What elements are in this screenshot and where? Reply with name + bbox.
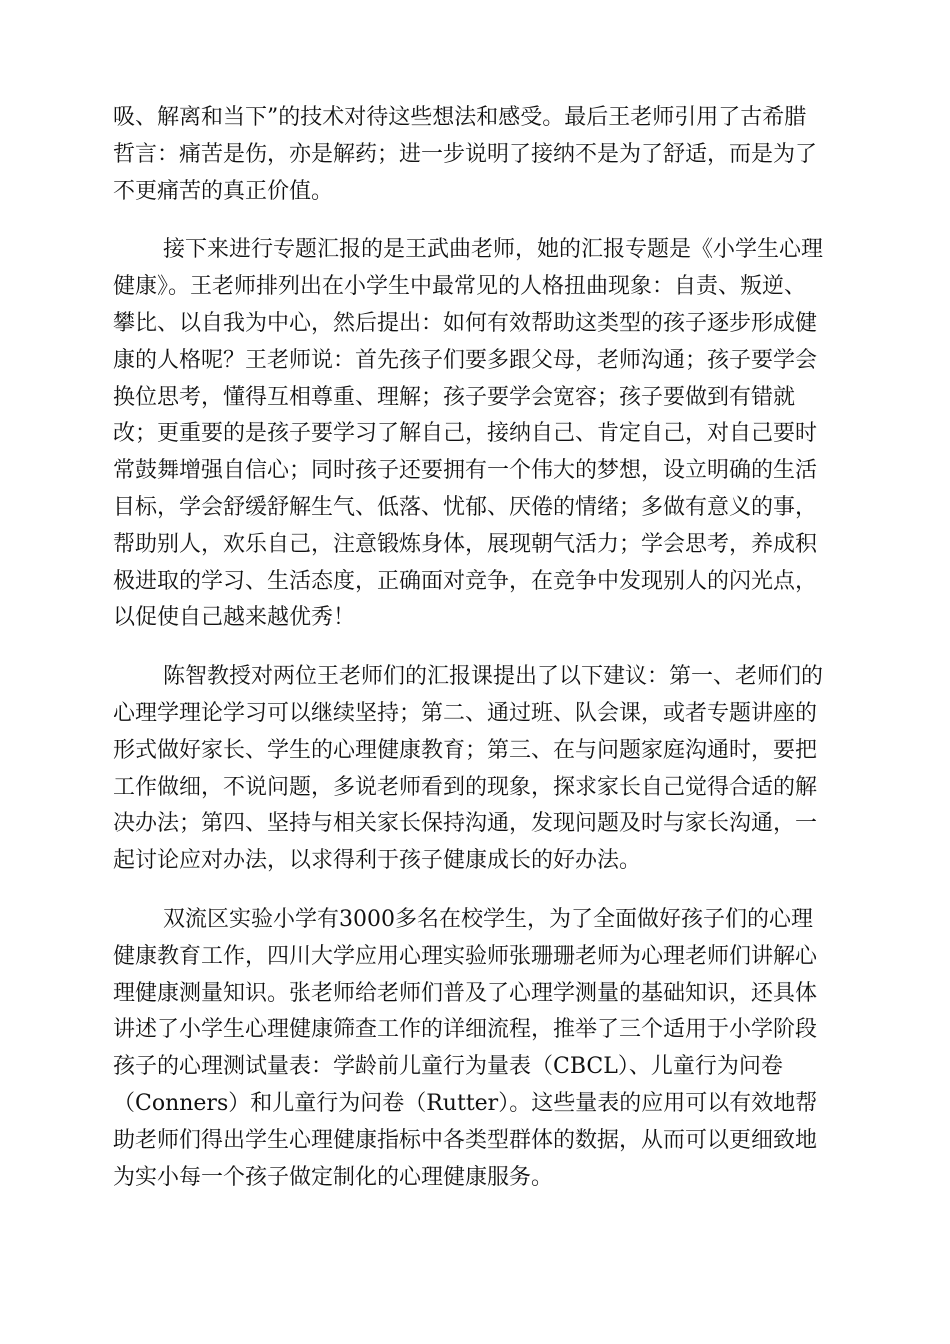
paragraph-4 <box>113 902 837 1196</box>
paragraph-1 <box>113 100 837 210</box>
text-line: 改；更重要的是孩子要学习了解自己，接纳自己、肯定自己，对自己要时 <box>113 421 818 447</box>
text-line: 双流区实验小学有3000多名在校学生，为了全面做好孩子们的心理 <box>163 906 813 932</box>
text-line: 健康》。王老师排列出在小学生中最常见的人格扭曲现象：自责、叛逆、 <box>113 274 807 300</box>
paragraph-2 <box>113 232 837 637</box>
text-line: 康的人格呢？王老师说：首先孩子们要多跟父母，老师沟通；孩子要学会 <box>113 347 818 373</box>
text-line: 孩子的心理测试量表：学龄前儿童行为量表（CBCL）、儿童行为问卷 <box>113 1054 783 1080</box>
text-line: 决办法；第四、坚持与相关家长保持沟通，发现问题及时与家长沟通，一 <box>113 811 818 837</box>
text-line: （Conners）和儿童行为问卷（Rutter）。这些量表的应用可以有效地帮 <box>113 1090 818 1116</box>
text-line: 哲言：痛苦是伤，亦是解药；进一步说明了接纳不是为了舒适，而是为了 <box>113 141 818 167</box>
text-line: 帮助别人，欢乐自己，注意锻炼身体，展现朝气活力；学会思考，养成积 <box>113 531 818 557</box>
text-line: 接下来进行专题汇报的是王武曲老师，她的汇报专题是《小学生心理 <box>163 237 824 263</box>
text-line: 起讨论应对办法，以求得利于孩子健康成长的好办法。 <box>113 848 642 874</box>
text-line: 极进取的学习、生活态度，正确面对竞争，在竞争中发现别人的闪光点， <box>113 568 818 594</box>
text-line: 吸、解离和当下”的技术对待这些想法和感受。最后王老师引用了古希腊 <box>113 105 807 130</box>
text-line: 不更痛苦的真正价值。 <box>113 178 334 204</box>
text-line: 以促使自己越来越优秀！ <box>113 605 356 631</box>
text-line: 讲述了小学生心理健康筛查工作的详细流程，推举了三个适用于小学阶段 <box>113 1017 818 1043</box>
text-line: 理健康测量知识。张老师给老师们普及了心理学测量的基础知识，还具体 <box>113 980 818 1006</box>
text-line: 换位思考，懂得互相尊重、理解；孩子要学会宽容；孩子要做到有错就 <box>113 384 796 410</box>
text-line: 助老师们得出学生心理健康指标中各类型群体的数据，从而可以更细致地 <box>113 1127 818 1153</box>
document-body <box>113 100 837 1218</box>
text-line: 常鼓舞增强自信心；同时孩子还要拥有一个伟大的梦想，设立明确的生活 <box>113 458 818 484</box>
text-line: 陈智教授对两位王老师们的汇报课提出了以下建议：第一、老师们的 <box>163 664 824 690</box>
text-line: 目标，学会舒缓舒解生气、低落、忧郁、厌倦的情绪；多做有意义的事， <box>113 494 818 520</box>
text-line: 健康教育工作，四川大学应用心理实验师张珊珊老师为心理老师们讲解心 <box>113 943 818 969</box>
text-line: 形式做好家长、学生的心理健康教育；第三、在与问题家庭沟通时，要把 <box>113 737 818 763</box>
text-line: 为实小每一个孩子做定制化的心理健康服务。 <box>113 1164 554 1190</box>
text-line: 工作做细，不说问题，多说老师看到的现象，探求家长自己觉得合适的解 <box>113 774 818 800</box>
paragraph-3 <box>113 659 837 880</box>
text-line: 心理学理论学习可以继续坚持；第二、通过班、队会课，或者专题讲座的 <box>113 700 818 726</box>
text-line: 攀比、以自我为中心，然后提出：如何有效帮助这类型的孩子逐步形成健 <box>113 310 818 336</box>
